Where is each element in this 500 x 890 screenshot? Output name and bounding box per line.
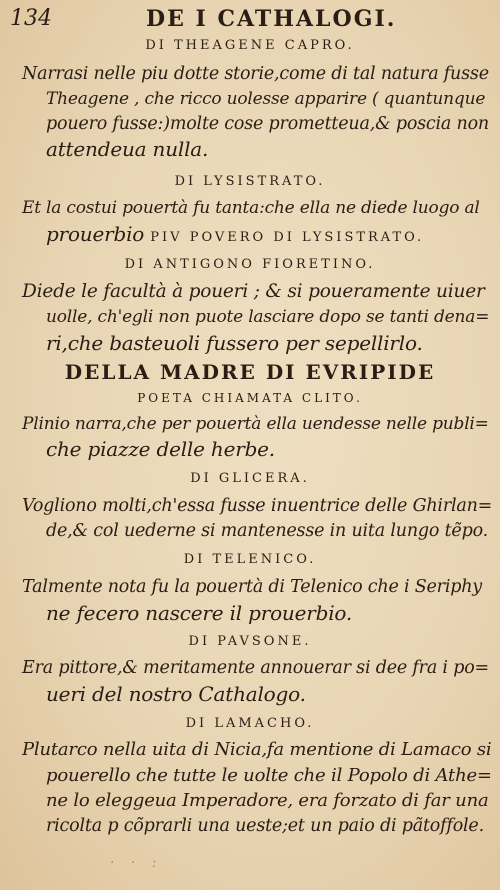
text-line: Era pittore,& meritamente annouerar si dee fra i po= (22, 658, 489, 678)
text-line: Theagene , che ricco uolesse apparire ( quantunque (46, 89, 486, 109)
section-subheading: POETA CHIAMATA CLITO. (137, 391, 363, 405)
text-line: uolle, ch'egli non puote lasciare dopo se tanti dena= (46, 307, 490, 327)
section-heading: DI GLICERA. (190, 471, 310, 486)
section-heading: DI TELENICO. (183, 552, 317, 567)
text-fragment: prouerbio (46, 222, 145, 246)
text-line: ueri del nostro Cathalogo. (46, 682, 306, 706)
section-heading: DI PAVSONE. (188, 634, 312, 649)
text-line: pouerello che tutte le uolte che il Popolo di Athe= (46, 765, 492, 786)
text-line: Plutarco nella uita di Nicia,fa mentione di Lamaco si (22, 739, 492, 760)
section-heading: DI LAMACHO. (185, 716, 315, 731)
text-line: ne lo eleggeua Imperadore, era forzato di far una (46, 790, 489, 811)
section-heading: DI LYSISTRATO. (174, 174, 326, 189)
text-line: Diede le facultà à poueri ; & si poueramente uiuer (22, 281, 485, 302)
bleed-through-marks: · · : (110, 855, 163, 871)
text-line: de,& col uederne si mantenesse in uita lungo tẽpo. (46, 521, 488, 541)
section-heading: DI ANTIGONO FIORETINO. (124, 257, 376, 272)
text-line: Talmente nota fu la pouertà di Telenico che i Seriphy (22, 577, 482, 597)
text-line-with-caps (46, 222, 424, 250)
text-line: ne fecero nascere il prouerbio. (46, 601, 353, 625)
text-line: attendeua nulla. (46, 137, 209, 161)
page-header (0, 6, 500, 32)
text-line: Vogliono molti,ch'essa fusse inuentrice delle Ghirlan= (22, 496, 493, 516)
running-head: DE I CATHALOGI. (146, 6, 397, 32)
page-number: 134 (10, 6, 52, 31)
text-line: ri,che basteuoli fussero per sepellirlo. (46, 331, 423, 355)
proverb-smallcaps: PIV POVERO DI LYSISTRATO. (150, 230, 425, 245)
text-line: Et la costui pouertà fu tanta:che ella ne diede luogo al (22, 198, 480, 218)
text-line: ricolta p cõprarli una ueste;et un paio di pãtoffole. (46, 816, 484, 836)
text-line: Narrasi nelle piu dotte storie,come di tal natura fusse (22, 64, 489, 84)
section-heading: DI THEAGENE CAPRO. (145, 38, 355, 53)
text-line: Plinio narra,che per pouertà ella uendesse nelle publi= (22, 414, 489, 434)
text-line: pouero fusse:)molte cose prometteua,& poscia non (46, 114, 490, 134)
text-line: che piazze delle herbe. (46, 437, 275, 461)
section-heading-major: DELLA MADRE DI EVRIPIDE (64, 360, 436, 384)
